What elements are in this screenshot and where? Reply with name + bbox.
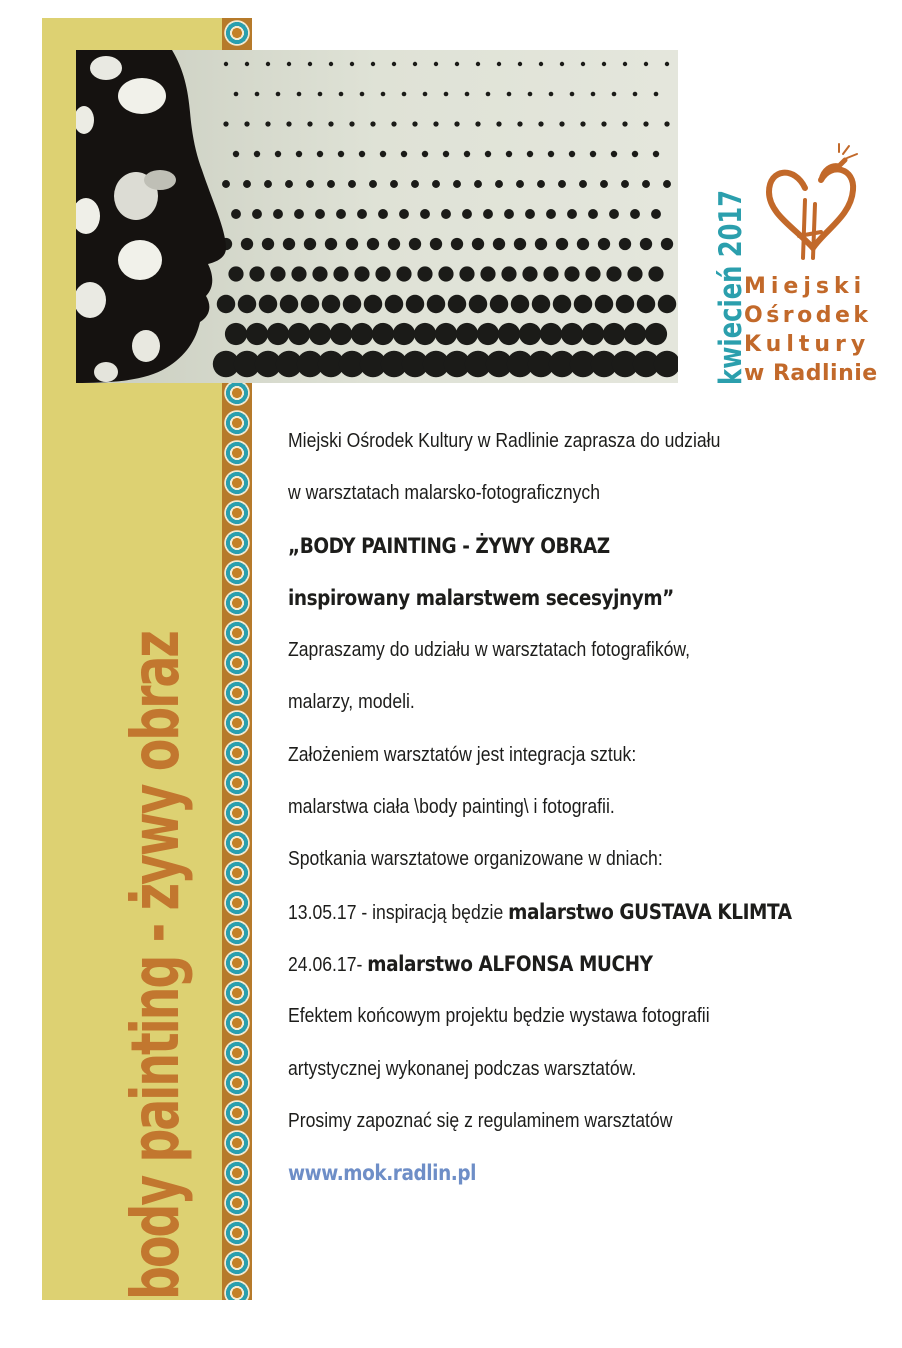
- website-link[interactable]: www.mok.radlin.pl: [288, 1161, 477, 1186]
- org-name-line: Miejski: [744, 274, 867, 299]
- org-name-line: w Radlinie: [744, 361, 878, 386]
- text-line: [288, 475, 888, 527]
- date-prefix: 24.06.17-: [288, 953, 368, 976]
- workshop-subtitle: inspirowany malarstwem secesyjnym”: [288, 585, 674, 610]
- text-line: [288, 1103, 888, 1155]
- text-line: [288, 632, 888, 684]
- painted-face-photo-icon: [76, 50, 678, 383]
- invite-text: Zapraszamy do udziału w warsztatach fotografików,: [288, 639, 691, 662]
- workshop-title: „BODY PAINTING - ŻYWY OBRAZ: [288, 533, 610, 558]
- goal-text: malarstwa ciała \body painting\ i fotografii.: [288, 796, 615, 819]
- text-line: [288, 423, 888, 475]
- event-month: kwiecień 2017: [713, 189, 749, 385]
- result-text: artystycznej wykonanej podczas warsztatów.: [288, 1057, 637, 1080]
- result-text: Efektem końcowym projektu będzie wystawa fotografii: [288, 1005, 710, 1028]
- meetings-text: Spotkania warsztatowe organizowane w dniach:: [288, 848, 663, 871]
- goal-text: Założeniem warsztatów jest integracja sztuk:: [288, 743, 637, 766]
- meeting-date-1: [288, 894, 792, 931]
- meeting-date-2: [288, 946, 653, 983]
- text-line: [288, 789, 888, 841]
- intro-text: Miejski Ośrodek Kultury w Radlinie zaprasza do udziału: [288, 430, 721, 452]
- intro-text: w warsztatach malarsko-fotograficznych: [288, 482, 601, 505]
- date-theme: malarstwo GUSTAVA KLIMTA: [508, 899, 792, 924]
- date-prefix: 13.05.17 - inspiracją będzie: [288, 901, 509, 924]
- text-line: [288, 894, 888, 946]
- text-line: [288, 841, 888, 893]
- text-line: [288, 1051, 888, 1103]
- org-name-line: Ośrodek: [744, 303, 872, 328]
- text-line: [288, 528, 888, 580]
- text-line: [288, 580, 888, 632]
- heart-bird-logo-icon: [765, 140, 860, 260]
- rules-text: Prosimy zapoznać się z regulaminem warsztatów: [288, 1109, 673, 1132]
- text-line: [288, 1155, 888, 1207]
- invitation-text: [288, 423, 888, 1207]
- text-line: [288, 998, 888, 1050]
- organization-name: [744, 272, 879, 388]
- side-title: body painting - żywy obraz: [117, 632, 194, 1300]
- date-theme: malarstwo ALFONSA MUCHY: [367, 951, 653, 976]
- invite-text: malarzy, modeli.: [288, 691, 415, 714]
- text-line: [288, 737, 888, 789]
- text-line: [288, 946, 888, 998]
- org-name-line: Kultury: [744, 332, 871, 357]
- text-line: [288, 684, 888, 736]
